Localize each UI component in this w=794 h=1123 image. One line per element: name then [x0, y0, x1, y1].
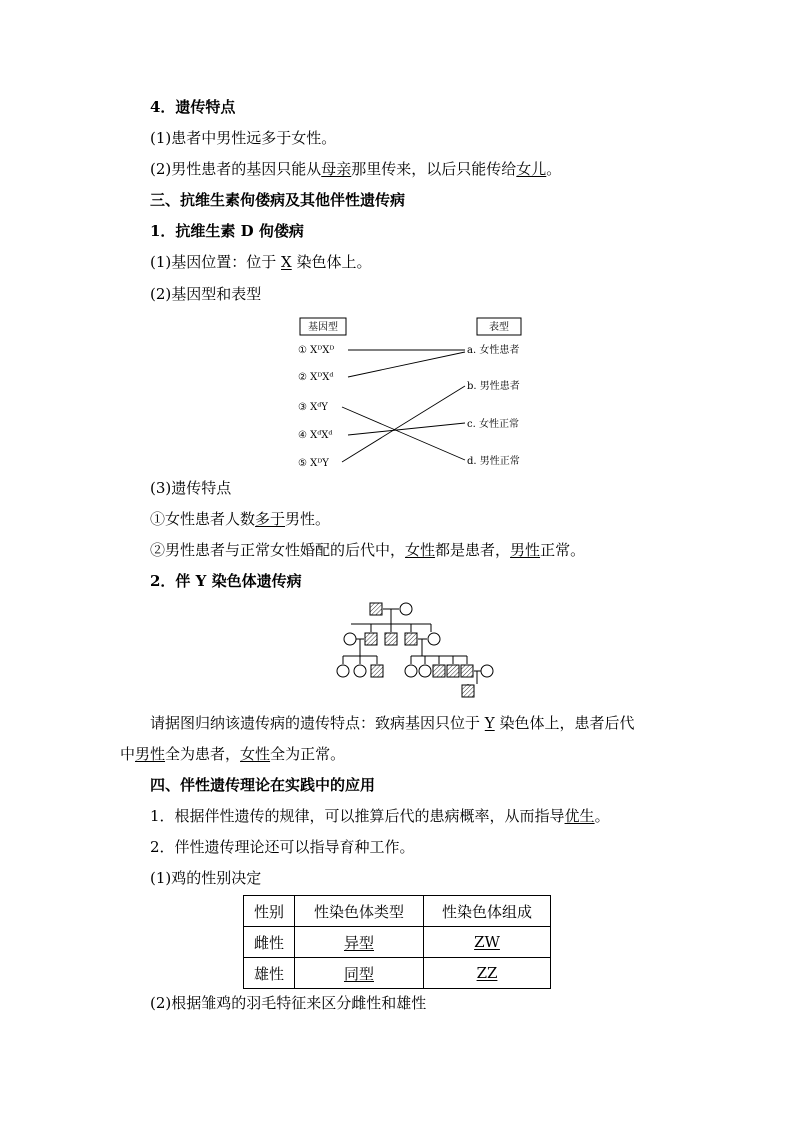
table-header: 性别: [244, 896, 295, 927]
affected-male-symbol: [447, 665, 459, 677]
text: (1)基因位置：位于: [150, 253, 282, 271]
connector-line: [342, 386, 465, 462]
text: 那里传来，以后只能传给: [351, 160, 517, 178]
text: 请据图归纳该遗传病的遗传特点：致病基因只位于: [150, 714, 485, 732]
text: 全为正常。: [270, 745, 346, 763]
table-header: 性染色体组成: [424, 896, 551, 927]
female-symbol: [354, 665, 366, 677]
paragraph: [150, 508, 330, 530]
paragraph: [150, 805, 610, 827]
paragraph: [150, 251, 372, 273]
table-header: 性染色体类型: [295, 896, 424, 927]
table-cell: [424, 927, 551, 958]
connector-line: [348, 352, 465, 377]
answer-blank: 多于: [255, 510, 286, 528]
affected-male-symbol: [405, 633, 417, 645]
text: (2)男性患者的基因只能从: [150, 160, 322, 178]
female-symbol: [419, 665, 431, 677]
answer-blank: 男性: [135, 745, 166, 763]
affected-male-symbol: [433, 665, 445, 677]
part-heading: 四、伴性遗传理论在实践中的应用: [150, 776, 376, 794]
table-row: [244, 958, 551, 989]
section-heading: 2．伴 Y 染色体遗传病: [150, 572, 302, 590]
table-cell: 雌性: [244, 927, 295, 958]
female-symbol: [481, 665, 493, 677]
answer-blank: 优生: [564, 807, 595, 825]
text: 染色体上，患者后代: [494, 714, 635, 732]
genotype-header: 基因型: [308, 322, 338, 333]
female-symbol: [344, 633, 356, 645]
genotype-item: ② XᴰXᵈ: [298, 372, 334, 383]
answer-blank: 母亲: [321, 160, 352, 178]
answer-blank: Y: [484, 714, 495, 732]
genotype-item: ③ XᵈY: [298, 402, 328, 413]
table-cell: 雄性: [244, 958, 295, 989]
phenotype-item: a. 女性患者: [467, 345, 520, 356]
affected-male-symbol: [385, 633, 397, 645]
pedigree-chart: [335, 600, 495, 700]
text: ②男性患者与正常女性婚配的后代中，: [150, 541, 406, 559]
phenotype-item: b. 男性患者: [467, 381, 520, 392]
affected-male-symbol: [365, 633, 377, 645]
subheading: (2)基因型和表型: [150, 285, 262, 303]
text: 。: [546, 160, 562, 178]
table-cell: [424, 958, 551, 989]
answer-blank: 女性: [405, 541, 436, 559]
genotype-item: ① XᴰXᴰ: [298, 345, 335, 356]
genotype-phenotype-diagram: [290, 314, 540, 474]
genotype-item: ④ XᵈXᵈ: [298, 430, 333, 441]
affected-male-symbol: [462, 685, 474, 697]
phenotype-item: c. 女性正常: [467, 419, 519, 430]
female-symbol: [337, 665, 349, 677]
female-symbol: [428, 633, 440, 645]
affected-male-symbol: [371, 665, 383, 677]
part-heading: 三、抗维生素佝偻病及其他伴性遗传病: [150, 191, 406, 209]
paragraph: [120, 743, 345, 765]
paragraph: (2)根据雏鸡的羽毛特征来区分雌性和雄性: [150, 994, 427, 1012]
genotype-item: ⑤ XᴰY: [298, 458, 329, 469]
text: 。: [594, 807, 610, 825]
text: 都是患者，: [435, 541, 511, 559]
table-header-row: [244, 896, 551, 927]
text: 男性。: [285, 510, 331, 528]
answer-blank: 女儿: [516, 160, 547, 178]
answer-blank: 女性: [240, 745, 271, 763]
subheading: (1)鸡的性别决定: [150, 869, 262, 887]
answer-blank: ZW: [474, 933, 500, 951]
paragraph: 2．伴性遗传理论还可以指导育种工作。: [150, 838, 415, 856]
answer-blank: 异型: [343, 933, 374, 952]
text: 正常。: [540, 541, 586, 559]
section-heading: 1．抗维生素 D 佝偻病: [150, 222, 304, 240]
answer-blank: X: [281, 253, 292, 271]
section-heading: 4．遗传特点: [150, 98, 236, 116]
female-symbol: [405, 665, 417, 677]
text: 染色体上。: [291, 253, 372, 271]
paragraph: [150, 539, 585, 561]
phenotype-header: 表型: [489, 322, 509, 333]
text: 1．根据伴性遗传的规律，可以推算后代的患病概率，从而指导: [150, 807, 565, 825]
affected-male-symbol: [461, 665, 473, 677]
text: ①女性患者人数: [150, 510, 256, 528]
sex-determination-table: [243, 895, 551, 989]
table-cell: [295, 927, 424, 958]
connector-line: [348, 423, 465, 435]
text: 中: [120, 745, 136, 763]
table-cell: [295, 958, 424, 989]
answer-blank: 男性: [510, 541, 541, 559]
subheading: (3)遗传特点: [150, 479, 232, 497]
female-symbol: [400, 603, 412, 615]
text: 全为患者，: [165, 745, 241, 763]
phenotype-item: d. 男性正常: [467, 456, 520, 467]
paragraph: (1)患者中男性远多于女性。: [150, 129, 337, 147]
affected-male-symbol: [370, 603, 382, 615]
answer-blank: ZZ: [476, 964, 498, 982]
paragraph: [150, 158, 561, 180]
paragraph: [150, 712, 634, 734]
table-row: [244, 927, 551, 958]
answer-blank: 同型: [343, 964, 374, 983]
